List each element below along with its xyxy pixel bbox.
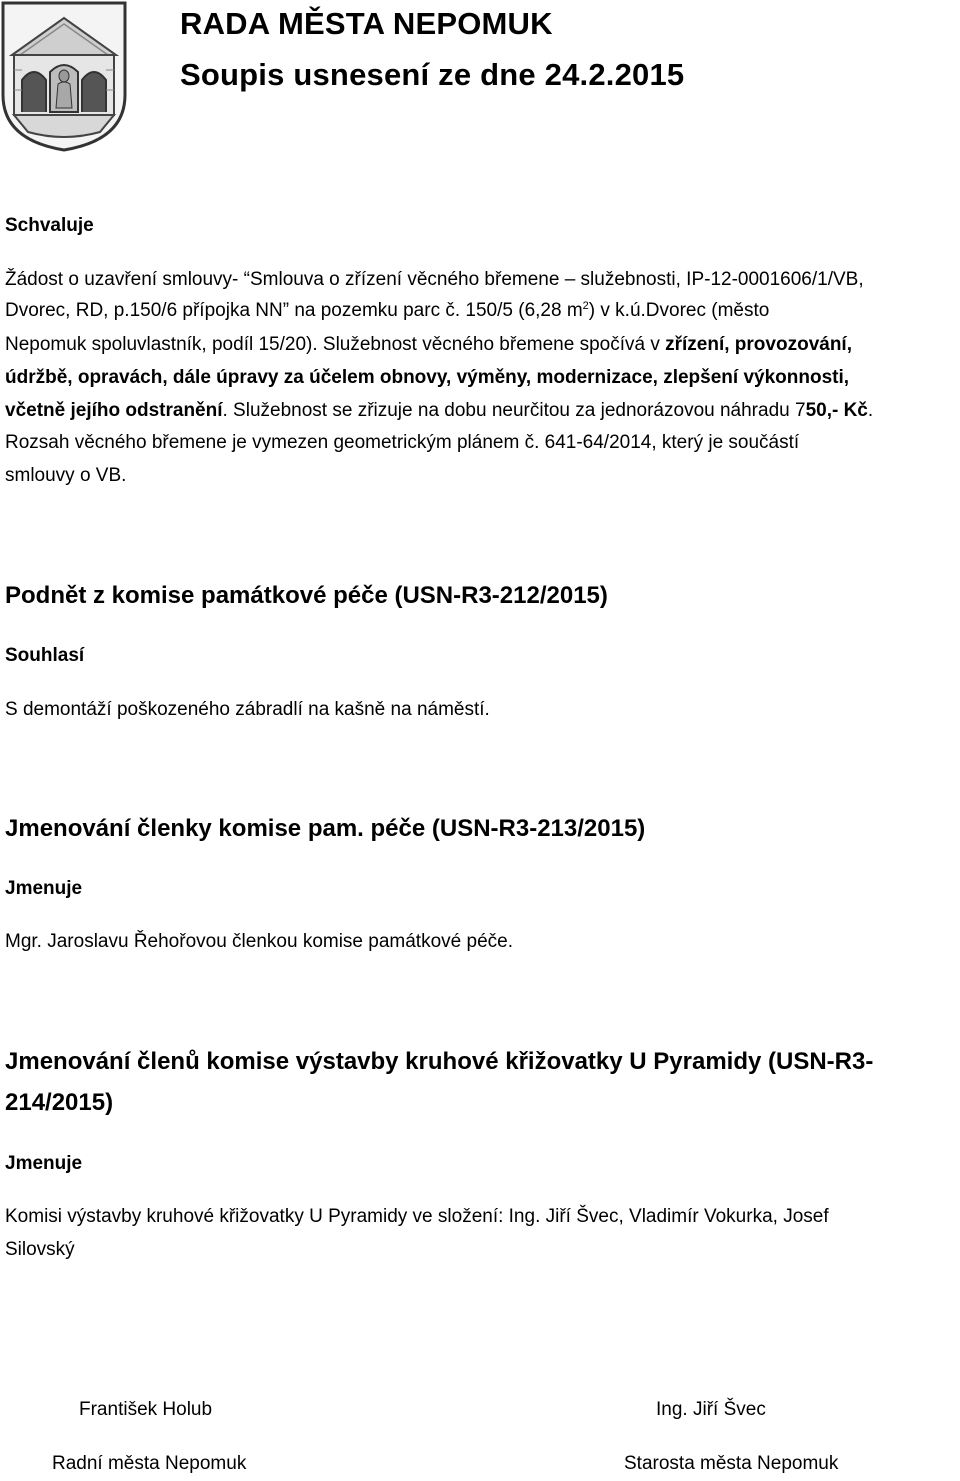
section1-line3 [5, 329, 852, 360]
section1-line5-dot: . [867, 400, 874, 421]
section1-line1: Žádost o uzavření smlouvy- “Smlouva o zřízení věcného břemene – služebnosti, IP-12-0001606/1/VB, [5, 269, 864, 290]
section1-line4: údržbě, opravách, dále úpravy za účelem obnovy, výměny, modernizace, zlepšení výkonnosti, [5, 367, 850, 388]
section1-line7: smlouvy o VB. [5, 465, 127, 486]
section1-line2-b: ) v k.ú.Dvorec (město [588, 300, 770, 321]
section1-line6: Rozsah věcného břemene je vymezen geometrickým plánem č. 641-64/2014, který je součástí [5, 432, 800, 453]
signature-right-name: Ing. Jiří Švec [656, 1399, 766, 1420]
section2-heading: Podnět z komise památkové péče (USN-R3-212/2015) [5, 582, 608, 609]
section4-heading-line2: 214/2015) [5, 1089, 114, 1116]
signature-left-role: Radní města Nepomuk [52, 1453, 247, 1474]
section1-line3-a: Nepomuk spoluvlastník, podíl 15/20). [5, 334, 323, 355]
section1-line3-bold: zřízení, provozování, [665, 334, 852, 355]
section3-text: Mgr. Jaroslavu Řehořovou členkou komise památkové péče. [5, 931, 513, 952]
signature-right-role: Starosta města Nepomuk [624, 1453, 839, 1474]
section1-line5-rest: . Služebnost se zřizuje na dobu neurčitou za jednorázovou náhradu 7 [222, 400, 806, 421]
section2-text: S demontáží poškozeného zábradlí na kašně na náměstí. [5, 699, 490, 720]
municipal-coat-of-arms-icon [0, 0, 128, 152]
section1-verdict: Schvaluje [5, 215, 94, 236]
section1-line5-bold: včetně jejího odstranění [5, 400, 223, 421]
council-title: RADA MĚSTA NEPOMUK [180, 6, 553, 41]
section4-text-line1: Komisi výstavby kruhové křižovatky U Pyramidy ve složení: Ing. Jiří Švec, Vladimír Vokurka, Josef [5, 1206, 829, 1227]
section1-line2 [5, 295, 769, 326]
section3-heading: Jmenování členky komise pam. péče (USN-R3-213/2015) [5, 815, 646, 842]
section4-heading-line1: Jmenování členů komise výstavby kruhové křižovatky U Pyramidy (USN-R3- [5, 1048, 874, 1075]
signature-left-name: František Holub [79, 1399, 213, 1420]
section2-verdict: Souhlasí [5, 645, 85, 666]
section1-line5-boldend: 50,- Kč [805, 400, 868, 421]
section4-text-line2: Silovský [5, 1239, 75, 1260]
resolutions-title: Soupis usnesení ze dne 24.2.2015 [180, 57, 685, 92]
section1-line2-a: Dvorec, RD, p.150/6 přípojka NN” na pozemku parc č. 150/5 (6,28 m [5, 300, 583, 321]
section1-line5 [5, 395, 873, 426]
section1-line2-sup: 2 [582, 300, 589, 312]
section3-verdict: Jmenuje [5, 878, 83, 899]
section4-verdict: Jmenuje [5, 1153, 83, 1174]
section1-line3-b: Služebnost věcného břemene spočívá v [322, 334, 666, 355]
